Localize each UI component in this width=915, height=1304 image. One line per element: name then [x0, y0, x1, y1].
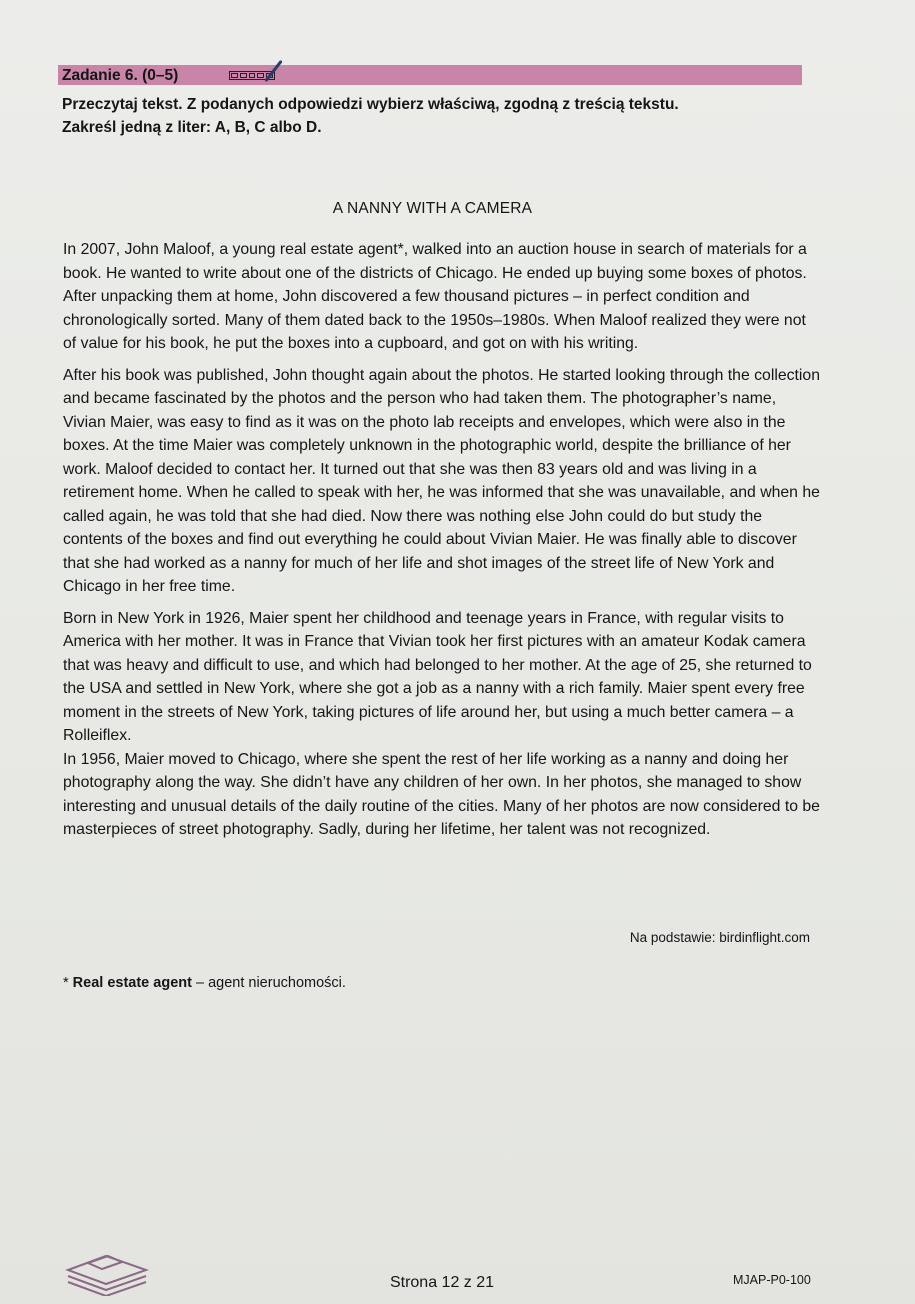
- score-box: [249, 73, 256, 78]
- score-box: [257, 73, 264, 78]
- task-title: Zadanie 6. (0–5): [62, 67, 179, 84]
- paragraph-2: After his book was published, John thought again about the photos. He started looking through the collection and became fascinated by the photos and the person who had taken them. The photographer’s name, Vivian Maier, was easy to find as it was on the photo lab receipts and envelopes, which were also in the boxes. At the time Maier was completely unknown in the photographic world, despite the brilliance of her work. Maloof decided to contact her. It turned out that she was then 83 years old and was living in a retirement home. When he called to speak with her, he was informed that she was unavailable, and when he called again, he was told that she had died. Now there was nothing else John could do but study the contents of the boxes and find out everything he could about Vivian Maier. He was finally able to discover that she had worked as a nanny for much of her life and shot images of the street life of New York and Chicago in her free time.: [63, 366, 821, 595]
- footnote-term: Real estate agent: [72, 975, 192, 991]
- paragraph-4: In 1956, Maier moved to Chicago, where she spent the rest of her life working as a nanny and doing her photography along the way. She didn’t have any children of her own. In her photos, she managed to show interesting and unusual details of the daily routine of the cities. Many of her photos are now considered to be masterpieces of street photography. Sadly, during her lifetime, her talent was not recognized.: [63, 750, 820, 838]
- score-box: [231, 73, 238, 78]
- article-body: [63, 238, 823, 850]
- footnote: [63, 975, 346, 991]
- footnote-definition: – agent nieruchomości.: [191, 975, 346, 991]
- task-instruction: [62, 93, 822, 139]
- score-box: [240, 73, 247, 78]
- paragraph-3: Born in New York in 1926, Maier spent her childhood and teenage years in France, with regular visits to America with her mother. It was in France that Vivian took her first pictures with an amateur Kodak camera that was heavy and difficult to use, and which had belonged to her mother. At the age of 25, she returned to the USA and settled in New York, where she got a job as a nanny with a rich family. Maier spent every free moment in the streets of New York, taking pictures of life around her, but using a much better camera – a Rolleiflex.: [63, 609, 812, 744]
- paragraph-1: In 2007, John Maloof, a young real estate agent*, walked into an auction house in search of materials for a book. He wanted to write about one of the districts of Chicago. He ended up buying some boxes of photos. After unpacking them at home, John discovered a few thousand pictures – in perfect condition and chronologically sorted. Many of them dated back to the 1950s–1980s. When Maloof realized they were not of value for his book, he put the boxes into a cupboard, and got on with his writing.: [63, 241, 807, 352]
- article-source: Na podstawie: birdinflight.com: [629, 930, 810, 945]
- instruction-line-1: Przeczytaj tekst. Z podanych odpowiedzi wybierz właściwą, zgodną z treścią tekstu.: [62, 96, 679, 113]
- exam-code: MJAP-P0-100: [733, 1273, 811, 1287]
- instruction-line-2: Zakreśl jedną z liter: A, B, C albo D.: [62, 119, 322, 136]
- footnote-marker: *: [63, 975, 73, 991]
- page-number: Strona 12 z 21: [389, 1274, 495, 1291]
- article-title: A NANNY WITH A CAMERA: [332, 200, 533, 217]
